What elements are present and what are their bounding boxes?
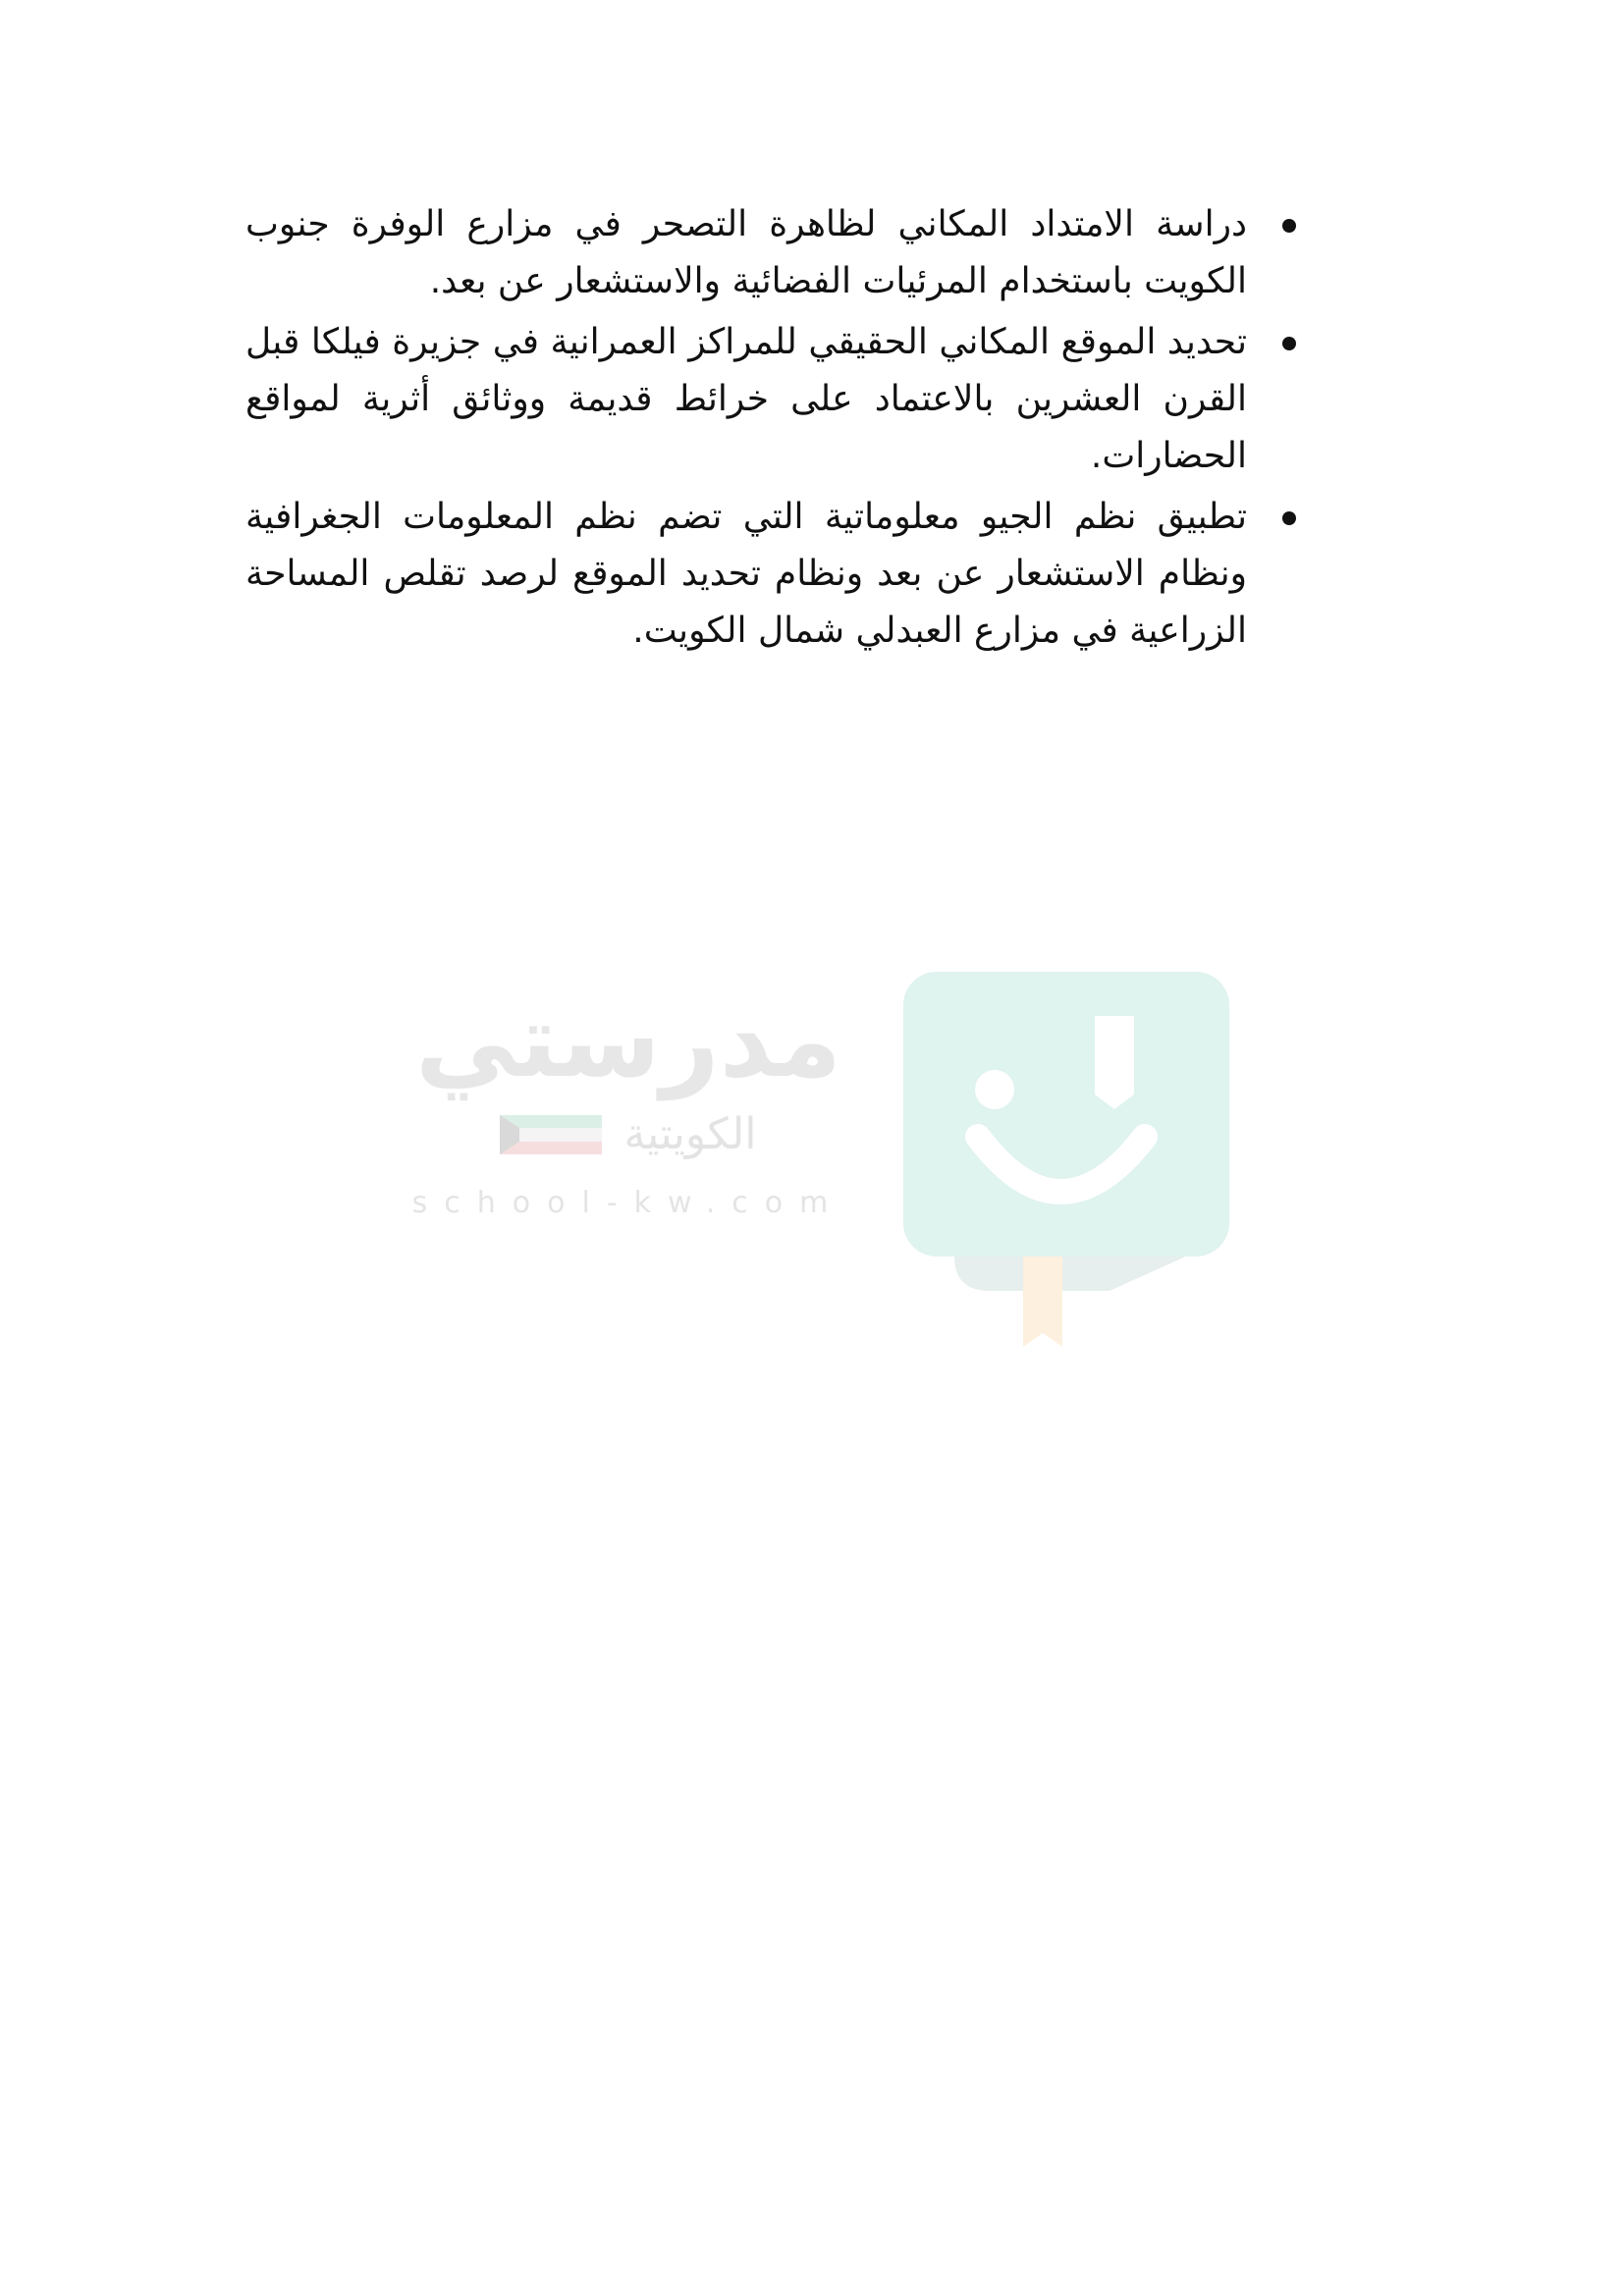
bullet-text: دراسة الامتداد المكاني لظاهرة التصحر في مزارع الوفرة جنوب الكويت باستخدام المرئيات الفضائية والاستشعار عن بعد. — [245, 204, 1247, 301]
watermark-subtitle-row — [403, 1105, 854, 1164]
bullet-item — [245, 314, 1296, 485]
bullet-item — [245, 196, 1296, 310]
document-body — [245, 196, 1296, 664]
watermark-text — [403, 982, 854, 1220]
bullet-dot-icon — [1282, 219, 1296, 233]
bullet-dot-icon — [1282, 337, 1296, 350]
bullet-text: تحديد الموقع المكاني الحقيقي للمراكز العمرانية في جزيرة فيلكا قبل القرن العشرين بالاعتماد على خرائط قديمة ووثائق أثرية لمواقع الحضارات. — [245, 322, 1247, 476]
bullet-dot-icon — [1282, 511, 1296, 525]
watermark-brand: مدرستي — [414, 981, 842, 1100]
bullet-text: تطبيق نظم الجيو معلوماتية التي تضم نظم المعلومات الجغرافية ونظام الاستشعار عن بعد ونظام تحديد الموقع لرصد تقلص المساحة الزراعية في مزارع العبدلي شمال الكويت. — [245, 497, 1247, 651]
book-smile-icon — [903, 962, 1237, 1355]
bullet-list — [245, 196, 1296, 660]
kuwait-flag-icon — [500, 1115, 602, 1154]
watermark-domain: school-kw.com — [411, 1186, 845, 1220]
bullet-item — [245, 489, 1296, 660]
watermark — [403, 962, 1237, 1355]
watermark-subtitle: الكويتية — [623, 1109, 757, 1159]
